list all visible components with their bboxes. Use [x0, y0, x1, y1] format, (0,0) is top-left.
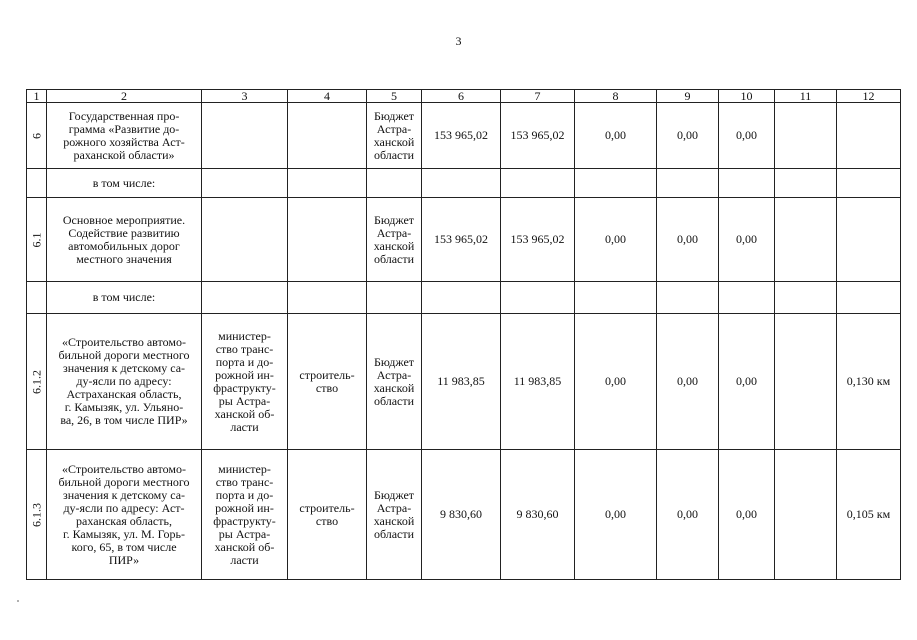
col-header: 2 [47, 90, 202, 103]
row-source: Бюджет Астра- ханской области [367, 450, 422, 580]
table-row [27, 169, 901, 198]
col-header: 1 [27, 90, 47, 103]
row-value-11 [775, 314, 837, 450]
empty-cell [837, 282, 901, 314]
empty-cell [719, 169, 775, 198]
row-value-11 [775, 103, 837, 169]
row-value-9: 0,00 [657, 198, 719, 282]
empty-cell [575, 169, 657, 198]
col-header: 4 [288, 90, 367, 103]
row-number: 6 [27, 103, 47, 169]
row-number: 6.1.2 [27, 314, 47, 450]
row-number: 6.1.3 [27, 450, 47, 580]
empty-cell [27, 169, 47, 198]
row-value-9: 0,00 [657, 314, 719, 450]
row-executor: министер- ство транс- порта и до- рожной ин- фраструкту- ры Астра- ханской об- ласти [202, 314, 288, 450]
empty-cell [501, 169, 575, 198]
row-value-6: 11 983,85 [422, 314, 501, 450]
row-kind: строитель- ство [288, 314, 367, 450]
table-row [27, 450, 901, 580]
row-value-8: 0,00 [575, 450, 657, 580]
row-value-10: 0,00 [719, 198, 775, 282]
table-row [27, 198, 901, 282]
row-value-7: 153 965,02 [501, 198, 575, 282]
empty-cell [422, 169, 501, 198]
row-value-8: 0,00 [575, 314, 657, 450]
row-value-9: 0,00 [657, 103, 719, 169]
row-value-7: 9 830,60 [501, 450, 575, 580]
empty-cell [202, 282, 288, 314]
empty-cell [837, 169, 901, 198]
row-name: Государственная про- грамма «Развитие до- рожного хозяйства Аст- раханской области» [47, 103, 202, 169]
row-value-10: 0,00 [719, 103, 775, 169]
empty-cell [657, 169, 719, 198]
row-kind [288, 198, 367, 282]
row-value-11 [775, 450, 837, 580]
empty-cell [27, 282, 47, 314]
row-value-11 [775, 198, 837, 282]
table-row [27, 314, 901, 450]
budget-table [26, 89, 901, 580]
col-header: 12 [837, 90, 901, 103]
col-header: 3 [202, 90, 288, 103]
empty-cell [719, 282, 775, 314]
table-row [27, 282, 901, 314]
col-header: 9 [657, 90, 719, 103]
row-value-7: 11 983,85 [501, 314, 575, 450]
empty-cell [501, 282, 575, 314]
col-header: 10 [719, 90, 775, 103]
row-value-8: 0,00 [575, 198, 657, 282]
col-header: 5 [367, 90, 422, 103]
subtotal-label: в том числе: [47, 282, 202, 314]
empty-cell [367, 282, 422, 314]
empty-cell [775, 169, 837, 198]
row-value-7: 153 965,02 [501, 103, 575, 169]
row-value-12 [837, 103, 901, 169]
row-name: «Строительство автомо- бильной дороги местного значения к детскому са- ду-ясли по адресу: Астраханская область, г. Камызяк, ул. Ульяно- ва, 26, в том числе ПИР» [47, 314, 202, 450]
table-row [27, 103, 901, 169]
row-value-10: 0,00 [719, 450, 775, 580]
row-value-6: 153 965,02 [422, 198, 501, 282]
empty-cell [422, 282, 501, 314]
row-source: Бюджет Астра- ханской области [367, 103, 422, 169]
col-header: 7 [501, 90, 575, 103]
subtotal-label: в том числе: [47, 169, 202, 198]
header-row [27, 90, 901, 103]
empty-cell [202, 169, 288, 198]
row-source: Бюджет Астра- ханской области [367, 314, 422, 450]
row-executor [202, 103, 288, 169]
row-value-6: 9 830,60 [422, 450, 501, 580]
col-header: 11 [775, 90, 837, 103]
row-number: 6.1 [27, 198, 47, 282]
row-value-9: 0,00 [657, 450, 719, 580]
empty-cell [367, 169, 422, 198]
row-value-8: 0,00 [575, 103, 657, 169]
row-name: Основное мероприятие. Содействие развитию автомобильных дорог местного значения [47, 198, 202, 282]
scan-speck [17, 600, 19, 602]
col-header: 6 [422, 90, 501, 103]
row-kind: строитель- ство [288, 450, 367, 580]
row-name: «Строительство автомо- бильной дороги местного значения к детскому са- ду-ясли по адресу: Аст- раханская область, г. Камызяк, ул. М. Горь- кого, 65, в том числе ПИР» [47, 450, 202, 580]
row-value-6: 153 965,02 [422, 103, 501, 169]
row-executor [202, 198, 288, 282]
empty-cell [657, 282, 719, 314]
row-value-12: 0,105 км [837, 450, 901, 580]
row-value-12: 0,130 км [837, 314, 901, 450]
row-value-10: 0,00 [719, 314, 775, 450]
empty-cell [575, 282, 657, 314]
row-value-12 [837, 198, 901, 282]
col-header: 8 [575, 90, 657, 103]
empty-cell [288, 282, 367, 314]
empty-cell [288, 169, 367, 198]
page-number: 3 [455, 34, 462, 48]
empty-cell [775, 282, 837, 314]
row-executor: министер- ство транс- порта и до- рожной ин- фраструкту- ры Астра- ханской об- ласти [202, 450, 288, 580]
row-source: Бюджет Астра- ханской области [367, 198, 422, 282]
row-kind [288, 103, 367, 169]
